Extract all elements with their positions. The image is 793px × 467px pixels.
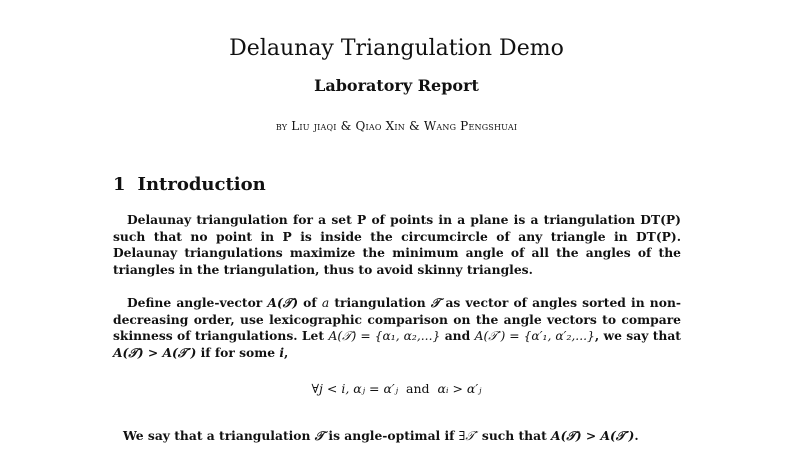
paragraph-text-1: Define angle-vector [127, 295, 268, 310]
paragraph-text-5: and [440, 328, 475, 343]
angle-comparison-expression: A(𝒯) > A(𝒯′) [113, 344, 197, 360]
index-variable-i: i [279, 344, 285, 360]
final-triangulation-symbol: 𝒯 [314, 428, 325, 443]
paragraph-text-8: , [284, 344, 289, 360]
author-line: by Liu jiaqi & Qiao Xin & Wang Pengshuai [275, 119, 518, 133]
formula-connector: and [406, 381, 430, 396]
triangulation-symbol: 𝒯 [430, 295, 441, 310]
angle-vector-paragraph [113, 295, 681, 361]
section-heading [113, 174, 266, 195]
formula-right-expression: αᵢ > α′ⱼ [437, 381, 482, 396]
angle-vector-expression: A(𝒯) [267, 295, 299, 310]
paragraph-text-4: as vector of angles sorted in non-decreasing order, use lexicographic comparison on the angle vectors to compare skinness of triangulations. Let [113, 295, 681, 343]
angle-comparison-formula [0, 381, 793, 396]
section-number: 1 [113, 174, 126, 195]
angle-set-expression: A(𝒯) = {α₁, α₂,...} [328, 329, 441, 343]
final-comparison-expression: A(𝒯) > A(𝒯′) [551, 428, 635, 443]
section-title: Introduction [137, 174, 266, 195]
angle-optimal-definition [123, 428, 639, 444]
document-subtitle: Laboratory Report [314, 76, 479, 95]
intro-paragraph-delaunay: Delaunay triangulation for a set P of points in a plane is a triangulation DT(P) such that no point in P is inside the circumcircle of any triangle in DT(P). Delaunay triangulations maximize the minimum angle of all the angles of the triangles in the triangulation, thus to avoid skinny triangles. [113, 212, 681, 277]
formula-left-expression: ∀j < i, αⱼ = α′ⱼ [311, 381, 399, 396]
article-a: a [321, 296, 330, 310]
document-title: Delaunay Triangulation Demo [229, 36, 564, 61]
paragraph-text-7: if for some [196, 344, 280, 360]
paragraph-text-6: , we say that [594, 328, 681, 343]
final-text-1: We say that a triangulation [123, 428, 315, 443]
paragraph-text-2: of [298, 295, 322, 310]
final-text-4: . [634, 428, 639, 443]
exists-expression: ∃𝒯′ [458, 429, 478, 443]
paragraph-text-3: triangulation [329, 295, 431, 310]
prime-angle-set-expression: A(𝒯′) = {α′₁, α′₂,...} [474, 329, 595, 343]
final-text-3: such that [477, 428, 552, 443]
final-text-2: is angle-optimal if [324, 428, 459, 443]
